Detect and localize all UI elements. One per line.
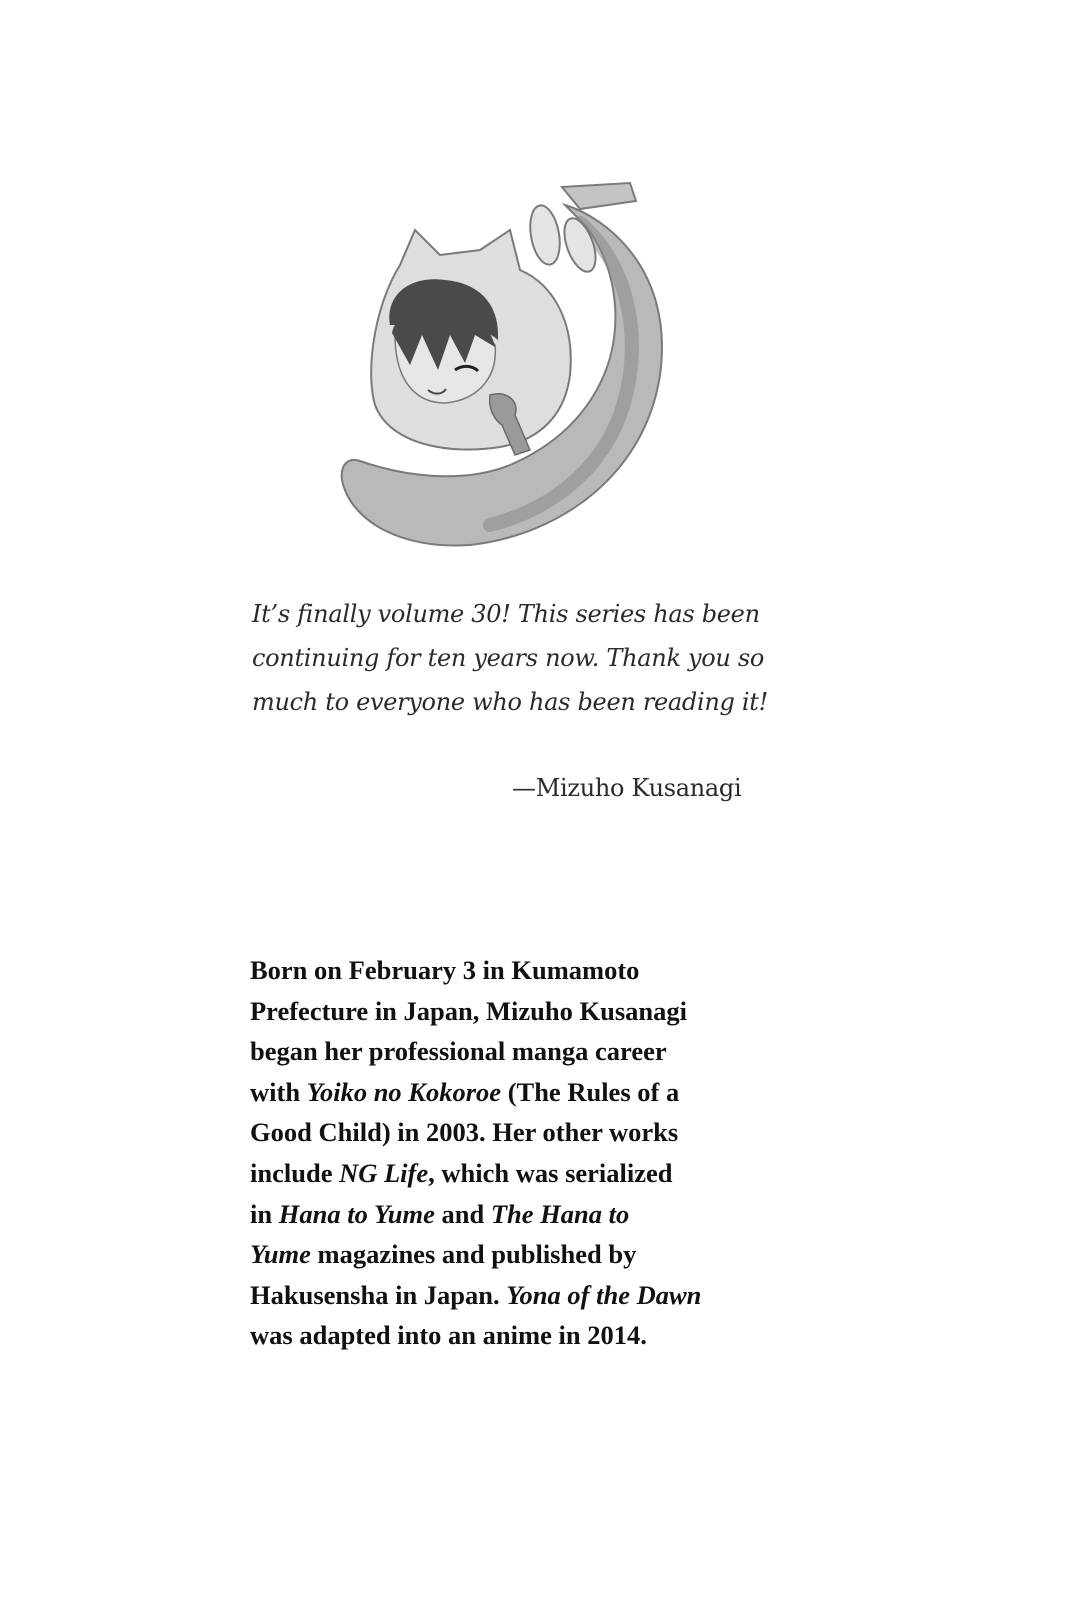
bio-line: Born on February 3 in Kumamoto — [250, 955, 640, 985]
quote-signature: —Mizuho Kusanagi — [512, 774, 742, 802]
work-title: NG Life — [339, 1157, 429, 1188]
work-title: Yona of the Dawn — [506, 1279, 702, 1310]
foot-left — [526, 203, 564, 267]
author-quote — [252, 592, 812, 724]
bio-text: Hakusensha in Japan. — [250, 1279, 507, 1310]
author-bio — [250, 950, 850, 1356]
quote-line: much to everyone who has been reading it! — [252, 688, 768, 716]
bio-line: was adapted into an anime in 2014. — [250, 1320, 647, 1351]
bio-line — [250, 1153, 850, 1194]
author-illustration — [330, 175, 690, 555]
bio-line — [250, 1275, 850, 1316]
magazine-title: The Hana to — [490, 1198, 630, 1229]
work-title: Yoiko no Kokoroe — [306, 1076, 502, 1107]
bio-line — [250, 1234, 850, 1275]
banana-stem — [562, 183, 636, 209]
bio-text: include — [250, 1157, 340, 1188]
quote-line: It’s finally volume 30! This series has been — [252, 600, 760, 628]
bio-line: Good Child) in 2003. Her other works — [250, 1117, 679, 1148]
bio-line — [250, 1194, 850, 1235]
bio-line: began her professional manga career — [250, 1036, 667, 1067]
bio-text: with — [250, 1076, 307, 1107]
bio-text: and — [434, 1198, 491, 1229]
quote-line: continuing for ten years now. Thank you so — [252, 644, 765, 672]
magazine-title: Hana to Yume — [278, 1198, 435, 1229]
bio-text: (The Rules of a — [501, 1076, 680, 1107]
bio-line: Prefecture in Japan, Mizuho Kusanagi — [250, 995, 688, 1026]
bio-text: , which was serialized — [428, 1157, 673, 1188]
bio-line — [250, 1072, 850, 1113]
magazine-title: Yume — [250, 1239, 311, 1270]
bio-text: in — [250, 1198, 279, 1229]
bio-text: magazines and published by — [310, 1239, 637, 1270]
